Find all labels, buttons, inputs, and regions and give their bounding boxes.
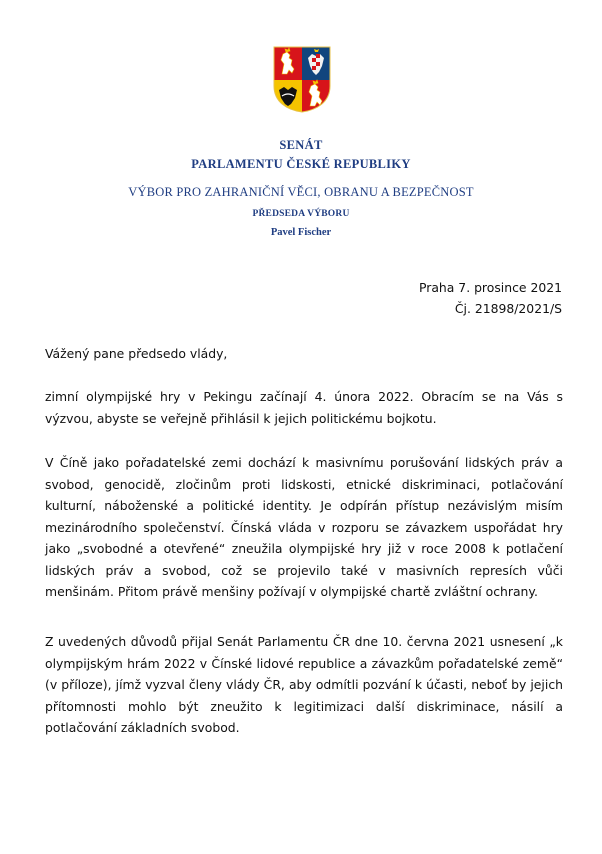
institution-name: SENÁT bbox=[279, 138, 323, 152]
position-title: PŘEDSEDA VÝBORU bbox=[252, 209, 350, 219]
reference-number: Čj. 21898/2021/S bbox=[454, 301, 562, 316]
paragraph-1: zimní olympijské hry v Pekingu začínají 4. února 2022. Obracím se na Vás s výzvou, abyste se veřejně přihlásil k jejich politickému bojkotu. bbox=[45, 389, 563, 426]
letter-date: Praha 7. prosince 2021 bbox=[418, 280, 562, 295]
czech-coat-of-arms-icon bbox=[273, 46, 331, 113]
sender-name: Pavel Fischer bbox=[270, 227, 332, 238]
paragraph-3: Z uvedených důvodů přijal Senát Parlamentu ČR dne 10. června 2021 usnesení „k olympijským hrám 2022 v Čínské lidové republice a závazkům pořadatelské země“ (v příloze), jímž vyzval členy vlády ČR, aby odmítli pozvání k účasti, neboť by jejich přítomnosti mohlo být zneužito k legitimizaci další diskriminace, násilí a potlačování základních svobod. bbox=[45, 634, 563, 735]
paragraph-2: V Číně jako pořadatelské zemi dochází k masivnímu porušování lidských práv a svobod, genocidě, zločinům proti lidskosti, etnické diskriminaci, potlačování kulturní, náboženské a politické identity. Je odpírán přístup nezávislým misím mezinárodního společenství. Čínská vláda v rozporu se závazkem uspořádat hry jako „svobodné a otevřené“ zneužila olympijské hry již v roce 2008 k potlačení lidských práv a svobod, což se projevilo také v masivních represích vůči menšinám. Přitom právě menšiny požívají v olympijské chartě zvláštní ochrany. bbox=[45, 455, 563, 599]
salutation: Vážený pane předsedo vlády, bbox=[45, 346, 228, 361]
parliament-name: PARLAMENTU ČESKÉ REPUBLIKY bbox=[191, 157, 411, 171]
committee-name: VÝBOR PRO ZAHRANIČNÍ VĚCI, OBRANU A BEZPEČNOST bbox=[128, 185, 474, 199]
